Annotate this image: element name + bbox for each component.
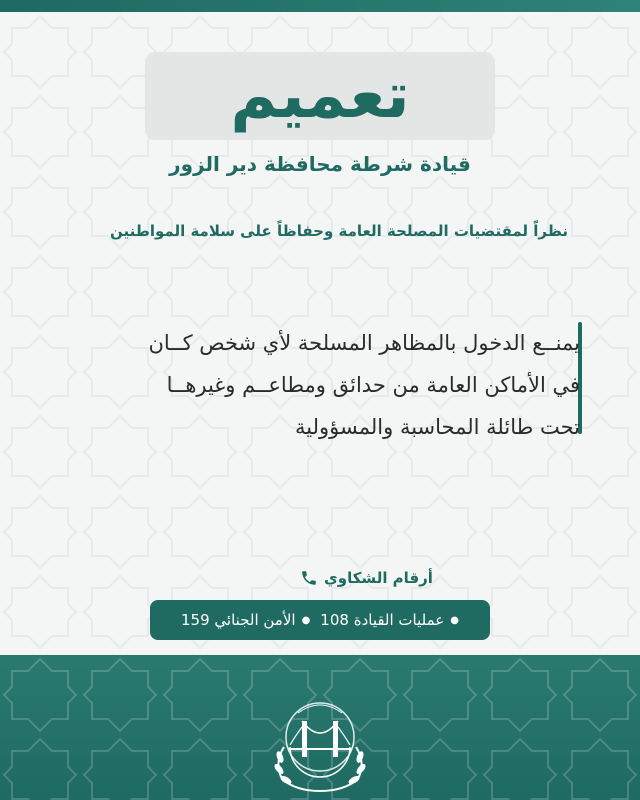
phone-icon [300, 569, 318, 587]
complaints-label-row [300, 566, 490, 590]
body-line-2: في الأماكن العامة من حدائق ومطاعــم وغيرهــا [166, 373, 580, 397]
complaint-number-criminal-security: الأمن الجنائي 159 [181, 611, 296, 629]
body-line-1: يمنــع الدخول بالمظاهر المسلحة لأي شخص كــان [148, 331, 580, 355]
complaint-number-item [320, 611, 459, 629]
footer-band [0, 655, 640, 800]
intro-text: نظراً لمقتضيات المصلحة العامة وحفاظاً على سلامة المواطنين [109, 222, 568, 240]
announcement-title: تعميم [230, 59, 410, 133]
title-box [145, 52, 495, 140]
issuer-heading: قيادة شرطة محافظة دير الزور [169, 152, 471, 176]
complaints-label: أرقام الشكاوي [324, 569, 433, 587]
complaint-numbers-pill [150, 600, 490, 640]
suspension-bridge-emblem-icon [264, 687, 376, 799]
body-line-3: تحت طائلة المحاسبة والمسؤولية [295, 415, 580, 439]
complaint-number-operations: عمليات القيادة 108 [320, 611, 445, 629]
top-accent-bar [0, 0, 640, 12]
complaint-number-item [181, 611, 310, 629]
bullet-icon: ● [450, 614, 459, 626]
announcement-body [40, 322, 580, 448]
bullet-icon: ● [301, 614, 311, 626]
